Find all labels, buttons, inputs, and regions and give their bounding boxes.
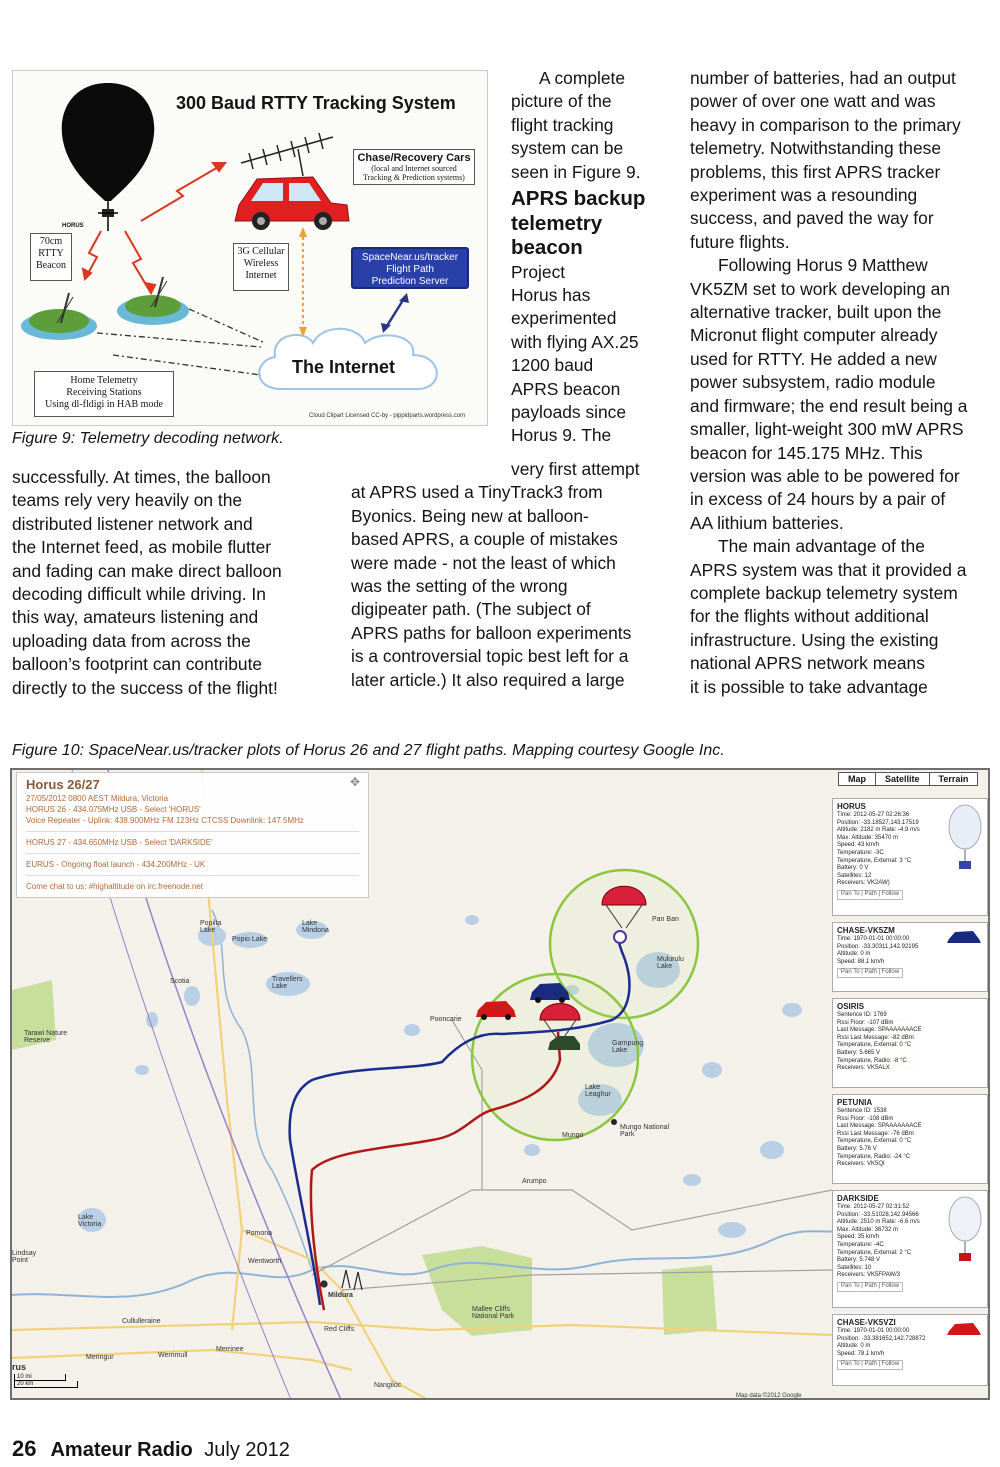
heading-line: beacon bbox=[511, 236, 583, 260]
figure-10-map bbox=[10, 768, 990, 1400]
column-right bbox=[690, 67, 990, 699]
home-station-left-icon bbox=[21, 293, 97, 340]
horus-tag: HORUS bbox=[62, 223, 84, 229]
vehicle-row: Rssi Last Message: -82 dBm bbox=[837, 1034, 914, 1041]
vehicle-row: Time: 2012-05-27 02:31:52 bbox=[837, 1204, 910, 1210]
paragraph bbox=[511, 67, 661, 184]
scale-miles: 10 mi bbox=[14, 1374, 66, 1381]
text-line: was the setting of the wrong bbox=[351, 576, 568, 597]
vehicle-panel-chase-vk5zm[interactable] bbox=[832, 922, 988, 992]
text-line: version was able to be powered for bbox=[690, 465, 960, 486]
cellular-line: Internet bbox=[245, 270, 277, 281]
text-line: with flying AX.25 bbox=[511, 331, 639, 352]
vehicle-row: Temperature, External: 2 °C bbox=[837, 1249, 912, 1256]
flight-info-box bbox=[16, 772, 369, 898]
map-type-tabs bbox=[838, 772, 978, 786]
vehicle-row: Battery: 5.665 V bbox=[837, 1049, 881, 1056]
mungo-np-marker bbox=[611, 1119, 617, 1125]
place-label: Tarawi Nature Reserve bbox=[24, 1030, 68, 1044]
vehicle-row: Speed: 43 km/h bbox=[837, 842, 880, 849]
text-line: VK5ZM set to work developing an bbox=[690, 278, 951, 299]
text-line: based APRS, a couple of mistakes bbox=[351, 529, 618, 550]
text-line: APRS paths for balloon experiments bbox=[351, 622, 632, 643]
place-label: Lake Mindona bbox=[302, 920, 329, 934]
text-line: picture of the bbox=[511, 91, 612, 112]
text-line: very first attempt bbox=[511, 459, 640, 479]
text-line: experiment was a resounding bbox=[690, 185, 918, 206]
text-line: Micronut flight computer already bbox=[690, 325, 938, 346]
vehicle-row: Position: -33.51028,142.94566 bbox=[837, 1211, 919, 1218]
text-line: heavy in comparison to the primary bbox=[690, 114, 961, 135]
vehicle-row: Receivers: VK5QI bbox=[837, 1161, 885, 1168]
place-label: Lindsay Point bbox=[12, 1250, 37, 1264]
chase-cars-title: Chase/Recovery Cars bbox=[357, 152, 471, 164]
balloon-thumbnail-icon bbox=[947, 1195, 983, 1265]
text-line: smaller, light-weight 300 mW APRS bbox=[690, 419, 964, 440]
text-line: success, and paved the way for bbox=[690, 208, 934, 229]
home-telemetry-box bbox=[34, 371, 174, 417]
vehicle-row: Receivers: VK5FPAW/3 bbox=[837, 1272, 901, 1279]
text-line: it is possible to take advantage bbox=[690, 676, 928, 697]
text-line: beacon for 145.175 MHz. This bbox=[690, 442, 923, 463]
vehicle-row: Rssi Floor: -107 dBm bbox=[837, 1019, 894, 1026]
vehicle-name: HORUS bbox=[837, 802, 866, 811]
tab-terrain[interactable]: Terrain bbox=[938, 774, 969, 784]
vehicle-row: Temperature: -3C bbox=[837, 849, 884, 856]
vehicle-name: OSIRIS bbox=[837, 1002, 865, 1011]
text-line: APRS beacon bbox=[511, 378, 621, 399]
pan-path-follow-buttons[interactable]: Pan To | Path | Follow bbox=[837, 1282, 903, 1292]
place-label: rus bbox=[12, 1362, 27, 1372]
vehicle-row: Temperature, Radio: -8 °C bbox=[837, 1057, 907, 1064]
text-line: balloon’s footprint can contribute bbox=[12, 654, 263, 675]
vehicle-row: Position: -33.18527,143.17519 bbox=[837, 819, 919, 826]
vehicle-row: Altitude: 0 m bbox=[837, 1343, 871, 1350]
place-label: Cullulleraine bbox=[122, 1318, 161, 1325]
text-line: in excess of 24 hours by a pair of bbox=[690, 489, 946, 510]
tab-satellite[interactable]: Satellite bbox=[876, 773, 930, 785]
place-label: Lake Victoria bbox=[78, 1214, 102, 1228]
vehicle-row: Speed: 88.1 km/h bbox=[837, 958, 885, 965]
flight-info-line: HORUS 26 - 434.075MHz USB - Select 'HORUS' bbox=[26, 805, 201, 814]
text-line: problems, this first APRS tracker bbox=[690, 161, 941, 182]
place-label: Pooncarie bbox=[430, 1016, 462, 1023]
car-thumbnail-icon bbox=[947, 927, 983, 945]
flight-info-title: Horus 26/27 bbox=[26, 777, 100, 792]
page-footer bbox=[12, 1436, 290, 1462]
place-label: Popio Lake bbox=[232, 936, 268, 943]
vehicle-row: Battery: 5.76 V bbox=[837, 1145, 877, 1152]
place-label: Pan Ban bbox=[652, 916, 679, 923]
text-line: telemetry. Notwithstanding these bbox=[690, 138, 942, 159]
server-link-line bbox=[385, 297, 405, 329]
text-line: flight tracking bbox=[511, 114, 614, 135]
place-label: Lake Leaghur bbox=[585, 1084, 611, 1098]
text-line: and firmware; the end result being a bbox=[690, 395, 968, 416]
place-label: Garnpung Lake bbox=[612, 1040, 644, 1054]
text-line: successfully. At times, the balloon bbox=[12, 467, 271, 487]
place-label: Popilta Lake bbox=[200, 920, 222, 934]
paragraph bbox=[351, 458, 671, 692]
vehicle-row: Battery: 0 V bbox=[837, 865, 869, 872]
text-line: Project bbox=[511, 261, 566, 282]
text-line: the Internet feed, as mobile flutter bbox=[12, 537, 272, 558]
car-thumbnail-icon bbox=[947, 1319, 983, 1337]
vehicle-row: Battery: 5.748 V bbox=[837, 1257, 881, 1264]
text-line: directly to the success of the flight! bbox=[12, 677, 278, 698]
vehicle-row: Receivers: VK2AW) bbox=[837, 880, 890, 887]
place-label: Travellers Lake bbox=[272, 976, 303, 990]
place-label: Red Cliffs bbox=[324, 1326, 355, 1333]
text-line: 1200 baud bbox=[511, 355, 594, 376]
flight-info-line: Voice Repeater - Uplink: 438.900MHz FM 123Hz CTCSS Downlink: 147.5MHz bbox=[26, 816, 304, 825]
column-middle-bottom bbox=[351, 458, 671, 692]
map-scale bbox=[14, 1374, 78, 1388]
internet-label: The Internet bbox=[292, 357, 396, 377]
clipart-credit: Cloud Clipart Licensed CC-by - pippidparts.wordpress.com bbox=[309, 413, 466, 419]
heading-line: APRS backup bbox=[511, 187, 646, 211]
text-line: decoding difficult while driving. In bbox=[12, 584, 266, 605]
chase-car-icon bbox=[235, 177, 349, 230]
vehicle-name: CHASE-VK5ZM bbox=[837, 926, 895, 935]
vehicle-panel-chase-vk5vzi[interactable] bbox=[832, 1314, 988, 1386]
text-line: experimented bbox=[511, 308, 617, 329]
move-icon[interactable]: ✥ bbox=[349, 775, 360, 789]
text-line: distributed listener network and bbox=[12, 513, 253, 534]
text-line: for the flights without additional bbox=[690, 606, 929, 627]
text-line: The main advantage of the bbox=[718, 536, 925, 557]
vehicle-panel-horus[interactable] bbox=[832, 798, 988, 916]
vehicle-row: Max. Altitude: 35470 m bbox=[837, 834, 899, 841]
chase-cars-subtitle: (local and Internet sourced Tracking & Prediction systems) bbox=[363, 164, 465, 182]
paragraph bbox=[690, 67, 990, 254]
magazine-name: Amateur Radio bbox=[50, 1439, 193, 1461]
vehicle-row: Max. Altitude: 36732 m bbox=[837, 1226, 899, 1233]
payload-icon bbox=[98, 209, 118, 231]
pan-path-follow-buttons[interactable]: Pan To | Path | Follow bbox=[837, 968, 903, 978]
text-line: uploading data from across the bbox=[12, 630, 251, 651]
home-line: Home Telemetry bbox=[70, 375, 138, 386]
vehicle-name: PETUNIA bbox=[837, 1098, 873, 1107]
rtty-beacon-line: RTTY bbox=[38, 248, 64, 259]
flight-info-line: 27/05/2012 0800 AEST Mildura, Victoria bbox=[26, 794, 169, 803]
figure-10-caption: Figure 10: SpaceNear.us/tracker plots of Horus 26 and 27 flight paths. Mapping courtesy Google Inc. bbox=[12, 742, 725, 759]
cellular-line: Wireless bbox=[243, 258, 279, 269]
place-label: Merrinee bbox=[216, 1346, 244, 1353]
balloon-thumbnail-icon bbox=[947, 803, 983, 873]
server-line: Prediction Server bbox=[371, 276, 449, 287]
vehicle-row: Last Message: SPAAAAAAACE bbox=[837, 1027, 922, 1034]
text-line: APRS system was that it provided a bbox=[690, 559, 967, 580]
national-park-areas bbox=[12, 980, 914, 1336]
place-label: Mallee Cliffs National Park bbox=[472, 1306, 515, 1320]
vehicle-row: Satellites: 12 bbox=[837, 872, 872, 879]
cellular-box bbox=[233, 243, 289, 291]
text-line: Horus 9. The bbox=[511, 425, 612, 446]
text-line: at APRS used a TinyTrack3 from bbox=[351, 482, 603, 503]
text-line: were made - not the least of which bbox=[351, 552, 616, 573]
tab-map[interactable]: Map bbox=[839, 773, 876, 785]
text-line: later article.) It also required a large bbox=[351, 669, 625, 690]
vehicle-row: Rssi Last Message: -76 dBm bbox=[837, 1130, 914, 1137]
vehicle-row: Temperature, External: 0 °C bbox=[837, 1138, 912, 1145]
vehicle-row: Altitude: 2182 m Rate: -4.9 m/s bbox=[837, 827, 920, 834]
figure-9-diagram bbox=[12, 70, 488, 426]
vehicle-name: CHASE-VK5VZI bbox=[837, 1318, 896, 1327]
paragraph bbox=[511, 261, 661, 448]
vehicle-row: Time: 1970-01-01 00:00:00 bbox=[837, 936, 910, 942]
vehicle-row: Speed: 35 km/h bbox=[837, 1234, 880, 1241]
rtty-beacon-line: 70cm bbox=[39, 236, 63, 247]
rtty-beacon-box bbox=[30, 233, 72, 281]
text-line: national APRS network means bbox=[690, 653, 925, 674]
place-label: Werrimull bbox=[158, 1352, 188, 1359]
flight-info-line: Come chat to us: #highaltitude on irc.freenode.net bbox=[26, 882, 203, 891]
text-line: future flights. bbox=[690, 231, 790, 252]
column-left bbox=[12, 466, 332, 700]
text-line: A complete bbox=[539, 68, 626, 88]
prediction-server-box bbox=[351, 247, 469, 289]
map-data-credit: Map data ©2012 Google bbox=[736, 1393, 802, 1399]
vehicle-row: Sentence ID: 1538 bbox=[837, 1108, 887, 1114]
vehicle-row: Position: -33.30311,142.92195 bbox=[837, 943, 919, 950]
text-line: seen in Figure 9. bbox=[511, 161, 641, 182]
server-line: Flight Path bbox=[386, 264, 434, 275]
figure-9-caption: Figure 9: Telemetry decoding network. bbox=[12, 430, 284, 447]
chase-cars-box bbox=[353, 149, 475, 185]
text-line: number of batteries, had an output bbox=[690, 68, 956, 88]
place-label: Pomona bbox=[246, 1230, 273, 1237]
place-label: Meringur bbox=[86, 1354, 114, 1361]
text-line: complete backup telemetry system bbox=[690, 582, 958, 603]
paragraph bbox=[690, 254, 990, 535]
vehicle-row: Receivers: VK5ALX bbox=[837, 1065, 890, 1072]
vehicle-row: Position: -33.381652,142.728872 bbox=[837, 1335, 926, 1342]
figure-9-title: 300 Baud RTTY Tracking System bbox=[176, 93, 456, 113]
text-line: infrastructure. Using the existing bbox=[690, 629, 939, 650]
page-number: 26 bbox=[12, 1436, 37, 1461]
scale-km: 20 km bbox=[14, 1381, 78, 1388]
balloon-icon bbox=[62, 83, 154, 201]
text-line: used for RTTY. He added a new bbox=[690, 348, 937, 369]
pan-path-follow-buttons[interactable]: Pan To | Path | Follow bbox=[837, 890, 903, 900]
text-line: payloads since bbox=[511, 401, 627, 422]
vehicle-panel-osiris[interactable] bbox=[832, 998, 988, 1088]
tracker-side-panel bbox=[832, 792, 988, 1400]
text-line: alternative tracker, built upon the bbox=[690, 302, 942, 323]
place-label: Mungo bbox=[562, 1132, 584, 1139]
launch-site-icon bbox=[321, 1270, 362, 1290]
flight-info-line: HORUS 27 - 434.650MHz USB - Select 'DARKSIDE' bbox=[26, 838, 213, 847]
vehicle-name: DARKSIDE bbox=[837, 1194, 879, 1203]
vehicle-row: Sentence ID: 1769 bbox=[837, 1012, 887, 1018]
vehicle-row: Altitude: 2510 m Rate: -6.6 m/s bbox=[837, 1219, 920, 1226]
place-label: Arumpo bbox=[522, 1178, 547, 1185]
rtty-beacon-line: Beacon bbox=[36, 260, 66, 271]
vehicle-panel-darkside[interactable] bbox=[832, 1190, 988, 1308]
vehicle-panel-petunia[interactable] bbox=[832, 1094, 988, 1184]
vehicle-row: Rssi Floor: -108 dBm bbox=[837, 1115, 894, 1122]
text-line: system can be bbox=[511, 138, 624, 159]
cellular-line: 3G Cellular bbox=[237, 246, 285, 257]
place-label: Wentworth bbox=[248, 1258, 282, 1265]
vehicle-row: Temperature, Radio: -24 °C bbox=[837, 1153, 911, 1160]
text-line: Byonics. Being new at balloon- bbox=[351, 505, 589, 526]
text-line: AA lithium batteries. bbox=[690, 512, 844, 533]
place-label: Nangiloc bbox=[374, 1382, 402, 1389]
text-line: and fading can make direct balloon bbox=[12, 560, 282, 581]
home-line: Using dl-fldigi in HAB mode bbox=[45, 399, 163, 410]
text-line: digipeater path. (The subject of bbox=[351, 599, 591, 620]
vehicle-row: Temperature: -4C bbox=[837, 1241, 884, 1248]
pan-path-follow-buttons[interactable]: Pan To | Path | Follow bbox=[837, 1360, 903, 1370]
server-line: SpaceNear.us/tracker bbox=[361, 252, 459, 263]
place-label: Mildura bbox=[328, 1292, 353, 1299]
flight-info-line: EURUS - Ongoing float launch - 434.200MHz - UK bbox=[26, 860, 206, 869]
vehicle-row: Time: 1970-01-01 00:00:00 bbox=[837, 1328, 910, 1334]
place-label: Mungo National Park bbox=[620, 1124, 670, 1138]
issue-date: July 2012 bbox=[204, 1439, 290, 1461]
place-label: Mulurulu Lake bbox=[657, 956, 684, 970]
vehicle-row: Satellites: 10 bbox=[837, 1264, 872, 1271]
text-line: is a controversial topic best left for a bbox=[351, 646, 629, 667]
text-line: this way, amateurs listening and bbox=[12, 607, 259, 628]
heading-line: telemetry bbox=[511, 211, 603, 235]
text-line: Following Horus 9 Matthew bbox=[718, 255, 928, 276]
vehicle-row: Speed: 78.1 km/h bbox=[837, 1350, 885, 1357]
text-line: power subsystem, radio module bbox=[690, 372, 936, 393]
vehicle-row: Time: 2012-05-27 02:26:36 bbox=[837, 812, 910, 818]
text-line: Horus has bbox=[511, 284, 591, 305]
paragraph bbox=[12, 466, 332, 700]
paragraph bbox=[690, 535, 990, 699]
vehicle-row: Last Message: SPAAAAAAACE bbox=[837, 1123, 922, 1130]
text-line: power of over one watt and was bbox=[690, 91, 936, 112]
text-line: teams rely very heavily on the bbox=[12, 490, 243, 511]
column-middle-top bbox=[511, 67, 661, 448]
place-label: Scotia bbox=[170, 978, 190, 985]
vehicle-row: Altitude: 0 m bbox=[837, 951, 871, 958]
vehicle-row: Temperature, External: 3 °C bbox=[837, 857, 912, 864]
vehicle-row: Temperature, External: 0 °C bbox=[837, 1042, 912, 1049]
home-line: Receiving Stations bbox=[66, 387, 142, 398]
antenna-icon bbox=[241, 133, 333, 176]
section-heading bbox=[511, 187, 661, 261]
